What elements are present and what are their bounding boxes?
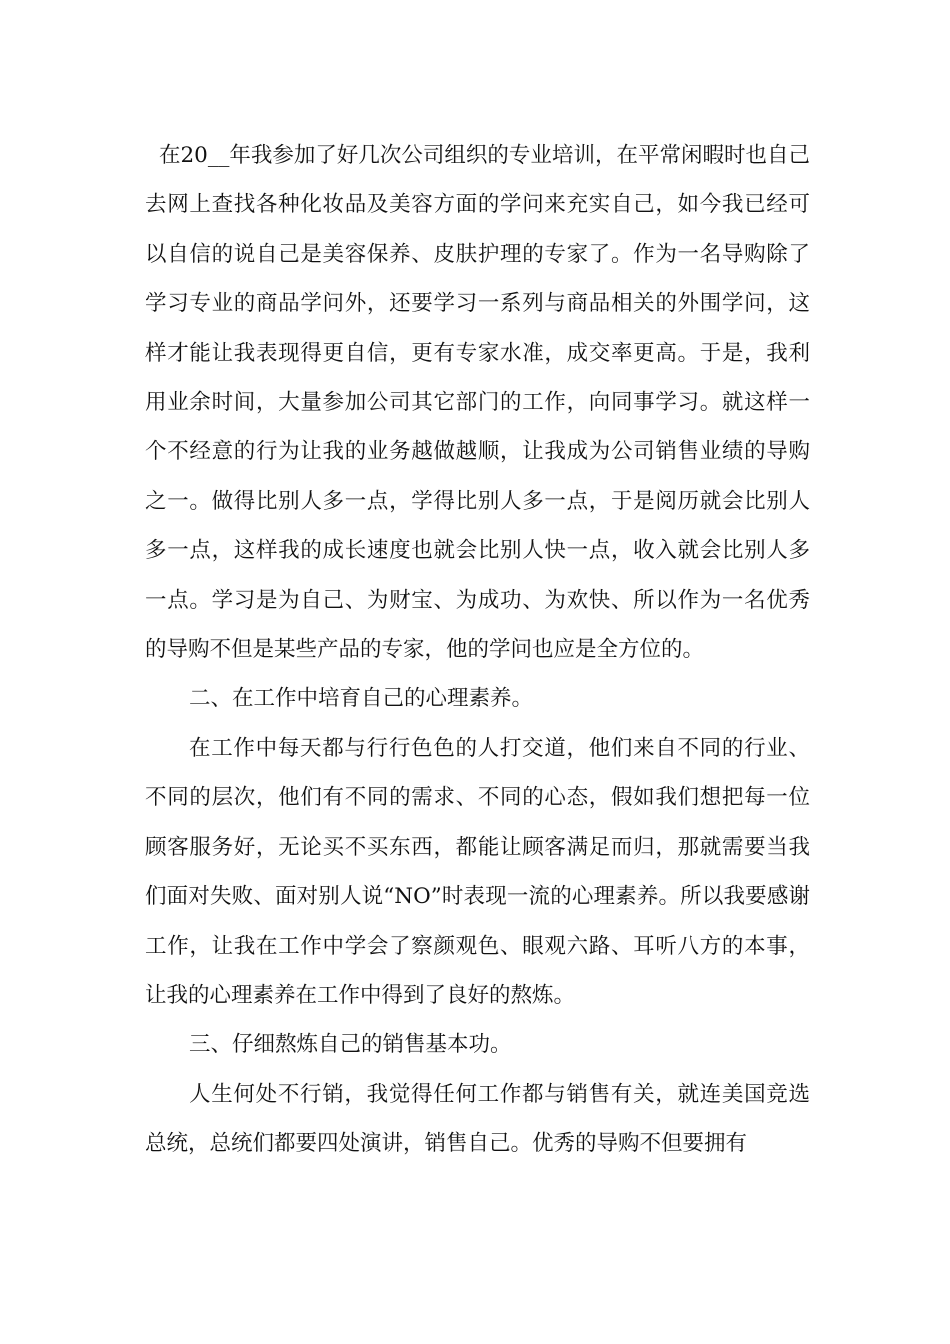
paragraph-psychology: 在工作中每天都与行行色色的人打交道，他们来自不同的行业、不同的层次，他们有不同的需求、不同的心态，假如我们想把每一位顾客服务好，无论买不买东西，都能让顾客满足而归，那就需要当我们面对失败、面对别人说“NO”时表现一流的心理素养。所以我要感谢工作，让我在工作中学会了察颜观色、眼观六路、耳听八方的本事，让我的心理素养在工作中得到了良好的熬炼。 xyxy=(145,735,810,1008)
paragraph-training: 在20__年我参加了好几次公司组织的专业培训，在平常闲暇时也自己去网上查找各种化妆品及美容方面的学问来充实自己，如今我已经可以自信的说自己是美容保养、皮肤护理的专家了。作为一名导购除了学习专业的商品学问外，还要学习一系列与商品相关的外围学问，这样才能让我表现得更自信，更有专家水准，成交率更高。于是，我利用业余时间，大量参加公司其它部门的工作，向同事学习。就这样一个不经意的行为让我的业务越做越顺，让我成为公司销售业绩的导购之一。做得比别人多一点，学得比别人多一点，于是阅历就会比别人多一点，这样我的成长速度也就会比别人快一点，收入就会比别人多一点。学习是为自己、为财宝、为成功、为欢快、所以作为一名优秀的导购不但是某些产品的专家，他的学问也应是全方位的。 xyxy=(145,143,810,663)
paragraph-sales-skills: 人生何处不行销，我觉得任何工作都与销售有关，就连美国竞选总统，总统们都要四处演讲，销售自己。优秀的导购不但要拥有 xyxy=(145,1081,810,1157)
section-heading-sales-skills: 三、仔细熬炼自己的销售基本功。 xyxy=(189,1032,512,1058)
section-heading-psychology: 二、在工作中培育自己的心理素养。 xyxy=(189,686,534,712)
document-body xyxy=(145,131,810,1169)
